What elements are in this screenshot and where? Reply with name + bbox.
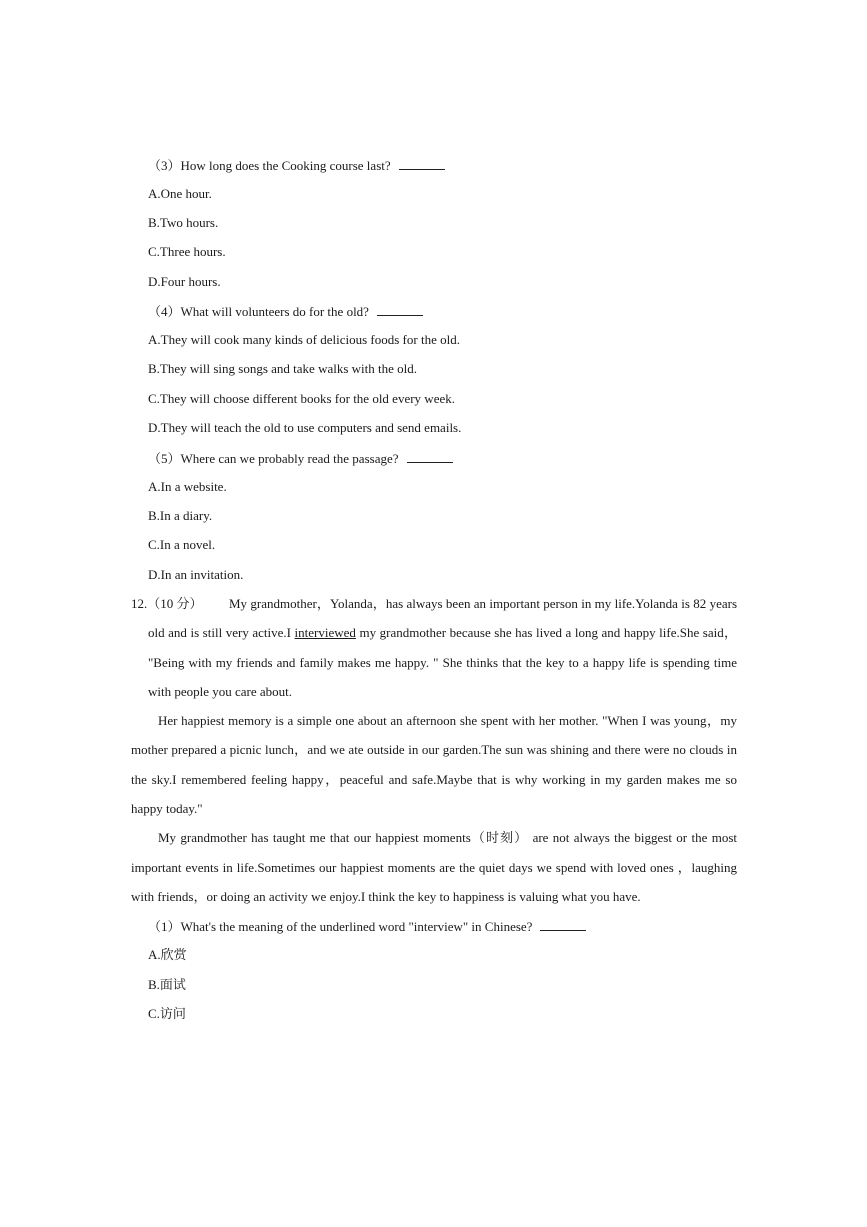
question-3-option-b: B.Two hours. <box>148 215 219 230</box>
question-12-1-option-c: C.访问 <box>148 1006 186 1021</box>
passage-paragraph-1-line-3: "Being with my friends and family makes me happy. " She thinks that the key to a happy life is spending time <box>148 655 737 670</box>
question-12-1-option-a: A.欣赏 <box>148 947 187 962</box>
question-4-stem: （4）What will volunteers do for the old? <box>148 303 423 320</box>
passage-paragraph-1-line-1: My grandmother，Yolanda，has always been an important person in my life.Yolanda is 82 years <box>229 596 738 611</box>
question-12-1-stem: （1）What's the meaning of the underlined word "interview" in Chinese? <box>148 918 586 935</box>
passage-paragraph-3-line-2: important events in life.Sometimes our happiest moments are the quiet days we spend with loved ones ，laughing <box>131 860 737 875</box>
question-3-stem: （3）How long does the Cooking course last? <box>148 157 445 174</box>
passage-paragraph-1-line-4: with people you care about. <box>148 684 293 699</box>
answer-blank <box>377 303 423 316</box>
question-5-option-a: A.In a website. <box>148 479 227 494</box>
question-4-option-a: A.They will cook many kinds of delicious foods for the old. <box>148 332 460 347</box>
question-4-option-c: C.They will choose different books for the old every week. <box>148 391 455 406</box>
passage-paragraph-2-line-1: Her happiest memory is a simple one about an afternoon she spent with her mother. "When I was young，my <box>158 713 737 728</box>
question-5-option-d: D.In an invitation. <box>148 567 244 582</box>
answer-blank <box>407 450 453 463</box>
passage-paragraph-2-line-3: the sky.I remembered feeling happy，peaceful and safe.Maybe that is why working in my garden makes me so <box>131 772 737 787</box>
question-3-option-d: D.Four hours. <box>148 274 221 289</box>
question-5-option-c: C.In a novel. <box>148 537 216 552</box>
question-3-option-a: A.One hour. <box>148 186 212 201</box>
question-5-stem: （5）Where can we probably read the passage? <box>148 450 453 467</box>
answer-blank <box>540 918 586 931</box>
underlined-word-interviewed: interviewed <box>294 625 356 640</box>
answer-blank <box>399 157 445 170</box>
question-5-option-b: B.In a diary. <box>148 508 213 523</box>
question-4-option-d: D.They will teach the old to use computers and send emails. <box>148 420 462 435</box>
question-4-option-b: B.They will sing songs and take walks with the old. <box>148 361 418 376</box>
passage-paragraph-3-line-1: My grandmother has taught me that our happiest moments（时刻） are not always the biggest or the most <box>158 830 737 845</box>
question-12-1-option-b: B.面试 <box>148 977 186 992</box>
question-3-option-c: C.Three hours. <box>148 244 226 259</box>
passage-paragraph-1-line-2: old and is still very active.I interviewed my grandmother because she has lived a long and happy life.She said， <box>148 625 737 640</box>
passage-paragraph-3-line-3: with friends，or doing an activity we enjoy.I think the key to happiness is valuing what you have. <box>131 889 641 904</box>
passage-paragraph-2-line-4: happy today." <box>131 801 203 816</box>
passage-paragraph-2-line-2: mother prepared a picnic lunch，and we ate outside in our garden.The sun was shining and there were no clouds in <box>131 742 737 757</box>
question-12-number: 12.（10 分） <box>131 596 203 611</box>
